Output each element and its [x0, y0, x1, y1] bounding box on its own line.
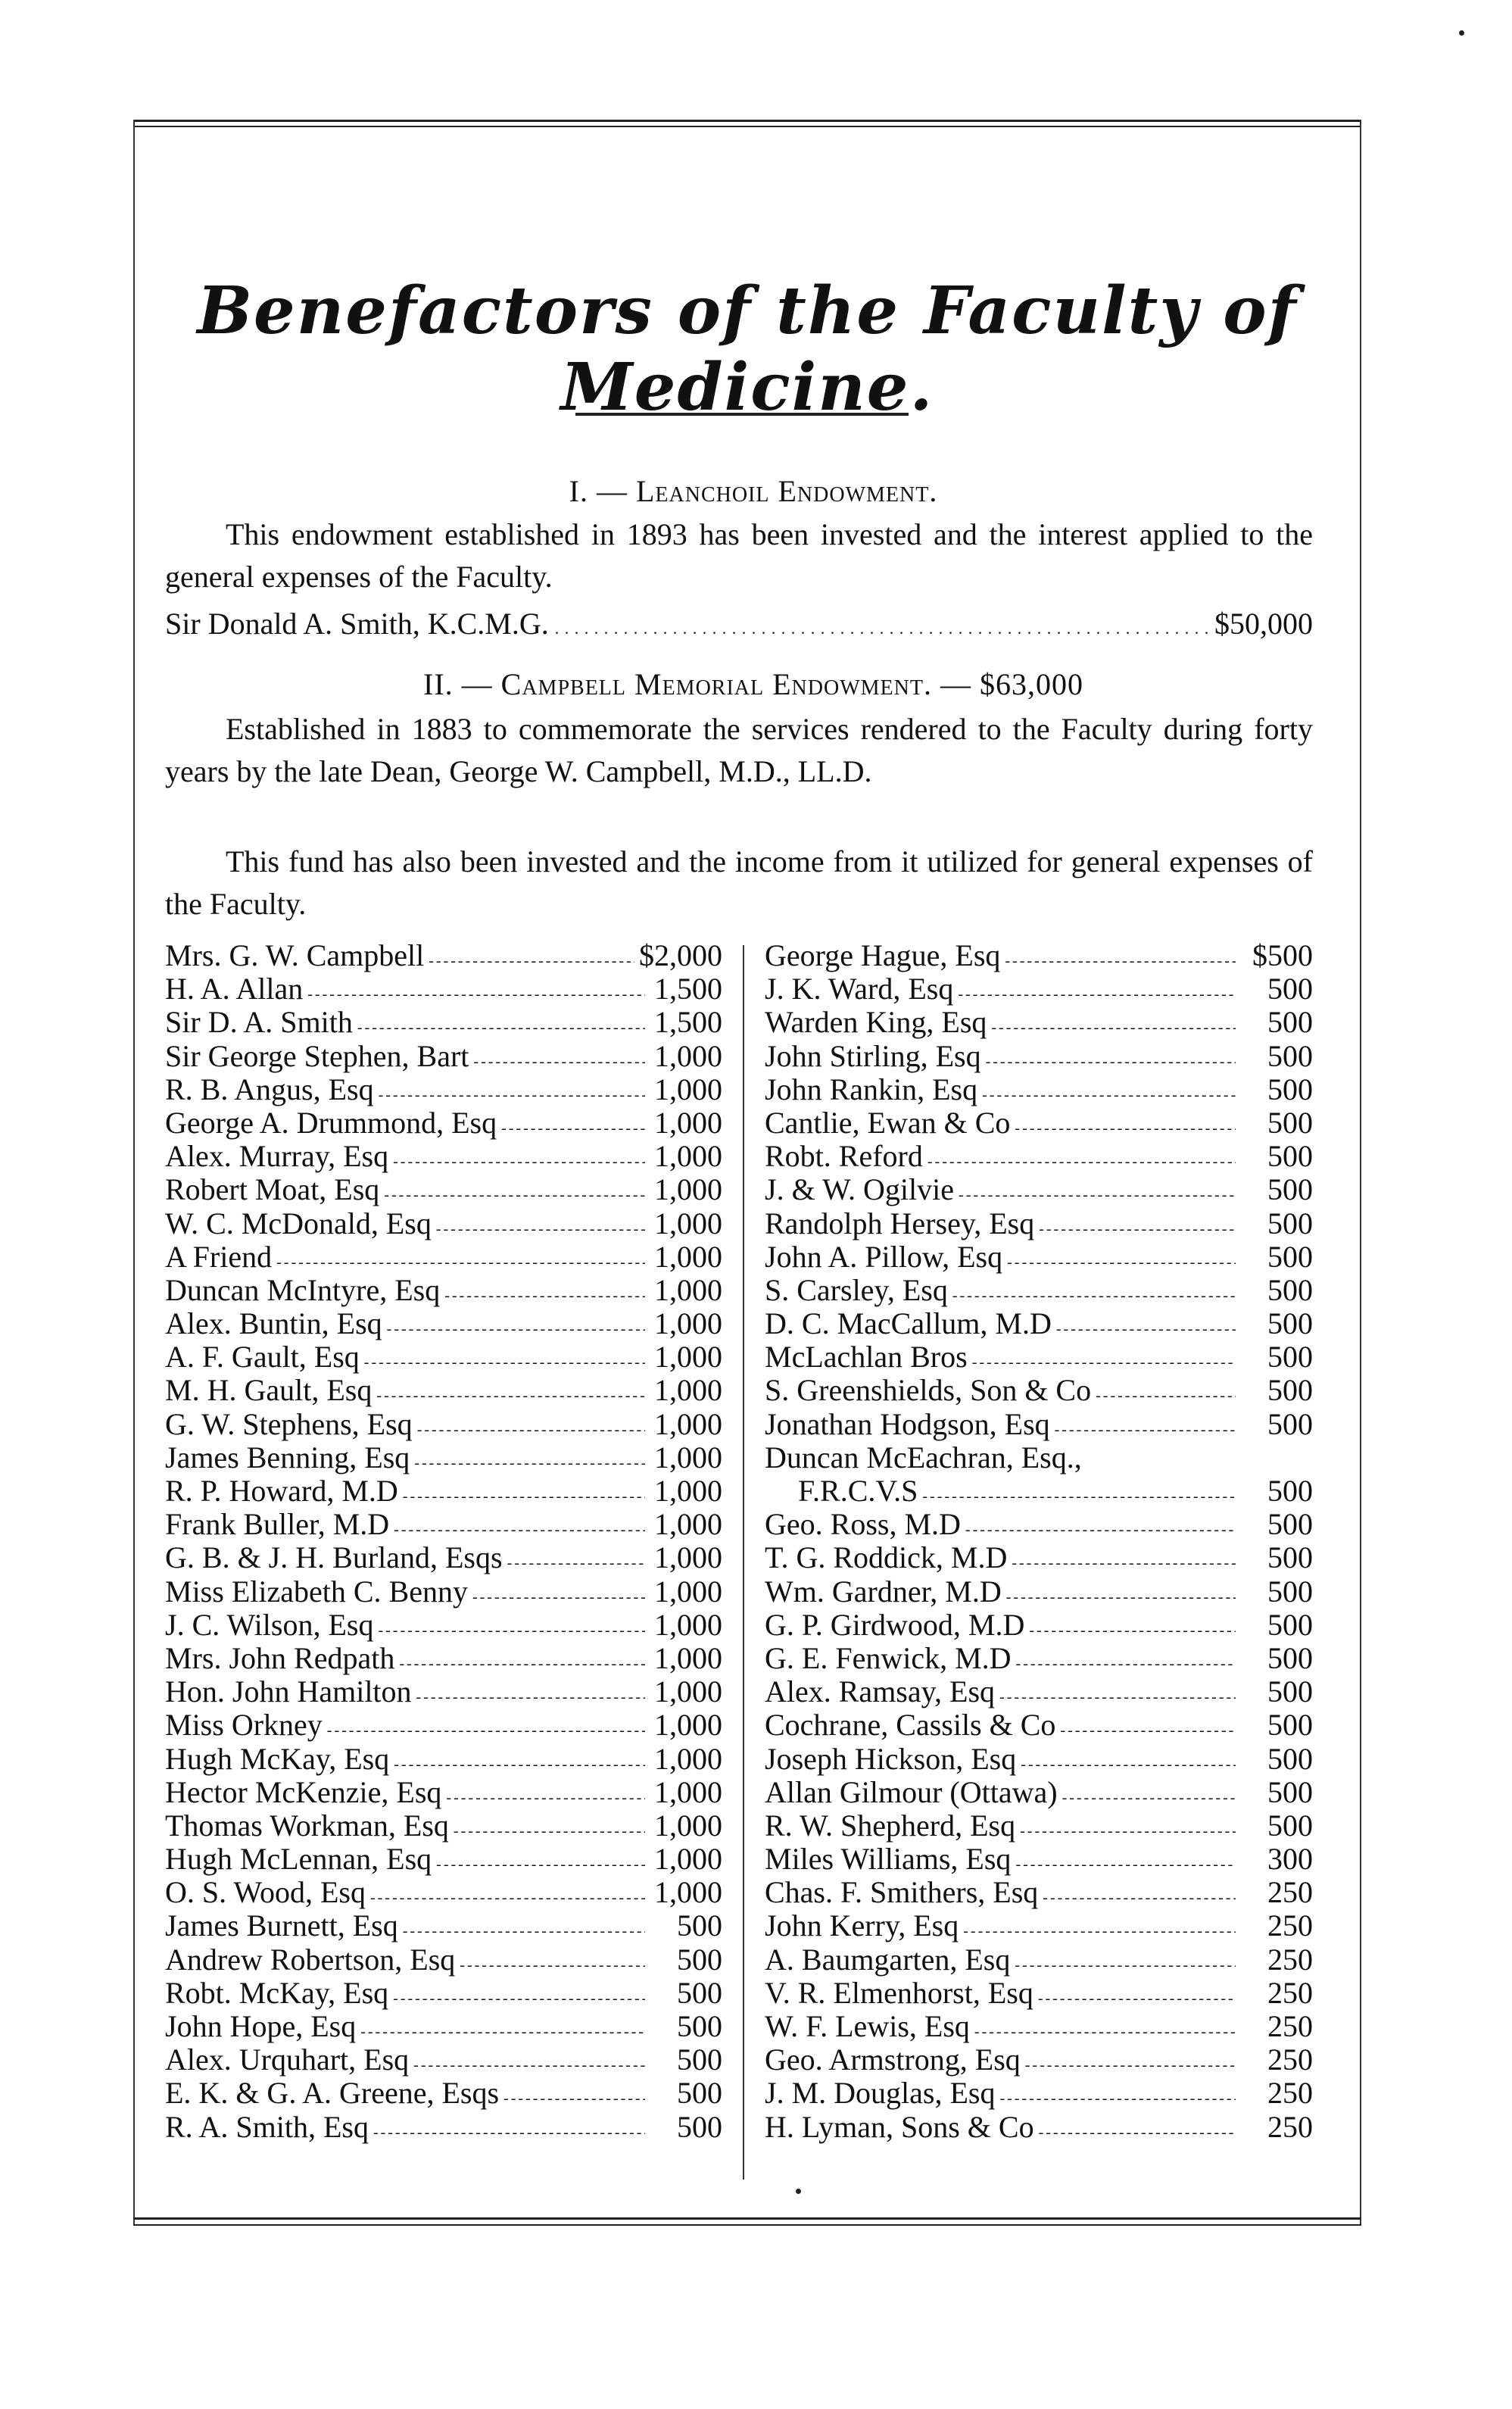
bottom-rule: [133, 2217, 1361, 2220]
donor-amount: 500: [677, 2042, 722, 2077]
donor-name: John Rankin, Esq: [765, 1072, 978, 1106]
donor-amount: 1,000: [654, 1474, 722, 1508]
donor-row: [165, 1140, 722, 1173]
donor-name: Cochrane, Cassils & Co: [765, 1708, 1056, 1743]
section1-heading: I. — Leanchoil Endowment.: [569, 474, 938, 508]
bottom-rule-inner: [133, 2224, 1361, 2226]
donor-name: George A. Drummond, Esq: [165, 1105, 497, 1140]
donor-row: [165, 1977, 722, 2010]
donor-amount: 1,000: [654, 1239, 722, 1274]
donor-name: Chas. F. Smithers, Esq: [765, 1875, 1039, 1910]
donor-name: J. K. Ward, Esq: [765, 972, 954, 1006]
donor-row: [165, 2010, 722, 2043]
donor-amount: 500: [1267, 1005, 1313, 1040]
donor-row: [165, 1173, 722, 1206]
donor-row: [165, 1541, 722, 1574]
donor-amount: 500: [1267, 1640, 1313, 1675]
donor-row: [765, 1708, 1313, 1742]
donor-amount: 500: [1267, 1373, 1313, 1408]
donor-row: [765, 1340, 1313, 1374]
bottom-dot: [796, 2189, 801, 2194]
donor-amount: 250: [1267, 2076, 1313, 2111]
donor-name: R. B. Angus, Esq: [165, 1072, 374, 1106]
donor-name: S. Carsley, Esq: [765, 1272, 948, 1307]
donor-name: Joseph Hickson, Esq: [765, 1741, 1017, 1776]
donor-amount: 500: [677, 2076, 722, 2111]
donor-name: G. P. Girdwood, M.D: [765, 1607, 1025, 1642]
donor-amount: 500: [1267, 972, 1313, 1006]
donor-amount: 250: [1267, 2109, 1313, 2144]
leader-dots: [555, 606, 1208, 641]
right-border: [1360, 120, 1361, 2225]
donor-name: McLachlan Bros: [765, 1340, 968, 1375]
donor-name: O. S. Wood, Esq: [165, 1875, 366, 1910]
donor-row: [165, 1909, 722, 1942]
donor-name: Mrs. G. W. Campbell: [165, 938, 425, 972]
donor-amount: 1,000: [654, 1842, 722, 1877]
donor-amount: 1,000: [654, 1774, 722, 1809]
donor-amount: 1,000: [654, 1340, 722, 1375]
donor-name: R. A. Smith, Esq: [165, 2109, 369, 2144]
donor-name: R. P. Howard, M.D: [165, 1474, 398, 1508]
donor-row: [165, 1441, 722, 1474]
section2-heading: II. — Campbell Memorial Endowment. — $63,000: [423, 667, 1083, 701]
section1-donor-line: [165, 606, 1313, 648]
donor-row: [165, 1943, 722, 1977]
donor-name: Randolph Hersey, Esq: [765, 1206, 1035, 1240]
donor-name: Miss Orkney: [165, 1708, 323, 1743]
donor-name: A. F. Gault, Esq: [165, 1340, 360, 1375]
donor-row: [165, 1307, 722, 1340]
donor-amount: 1,000: [654, 1507, 722, 1542]
donor-row: [765, 1843, 1313, 1876]
donor-name: W. F. Lewis, Esq: [765, 2009, 970, 2043]
section1-text: This endowment established in 1893 has been invested and the interest applied to the general expenses of the Faculty.: [165, 517, 1313, 594]
donor-row: [765, 2111, 1313, 2144]
top-rule: [133, 120, 1361, 122]
donor-name: G. E. Fenwick, M.D: [765, 1640, 1012, 1675]
donor-name: W. C. McDonald, Esq: [165, 1206, 432, 1240]
donor-row: [765, 1541, 1313, 1574]
donor-name: H. A. Allan: [165, 972, 304, 1006]
donor-amount: 1,000: [654, 1708, 722, 1743]
donor-name: John Stirling, Esq: [765, 1038, 981, 1073]
donor-name: Hugh McLennan, Esq: [165, 1842, 432, 1877]
donor-amount: 1,000: [654, 1272, 722, 1307]
donor-amount: 500: [1267, 1774, 1313, 1809]
donor-amount: 1,500: [654, 1005, 722, 1040]
page-title: Benefactors of the Faculty of Medicine.: [197, 273, 1298, 426]
donor-amount: 250: [1267, 1908, 1313, 1943]
donor-row: [165, 1106, 722, 1140]
donor-amount: 500: [1267, 1139, 1313, 1174]
donor-name: Alex. Ramsay, Esq: [765, 1674, 996, 1709]
donor-row: [765, 1240, 1313, 1274]
donor-name: Robt. Reford: [765, 1139, 923, 1174]
donor-row: [765, 1943, 1313, 1977]
donor-name: Robert Moat, Esq: [165, 1172, 380, 1207]
donor-row: [165, 1207, 722, 1240]
donor-name: Robt. McKay, Esq: [165, 1975, 389, 2010]
donor-row: [165, 1508, 722, 1541]
donor-name: Hon. John Hamilton: [165, 1674, 412, 1709]
donor-name: Hector McKenzie, Esq: [165, 1774, 442, 1809]
section1-donor: Sir Donald A. Smith, K.C.M.G.: [165, 607, 549, 641]
donor-row: [165, 1575, 722, 1609]
donor-amount: 500: [1267, 1406, 1313, 1441]
donor-row: [165, 1642, 722, 1675]
donor-row: [165, 1474, 722, 1508]
donor-name: James Benning, Esq: [165, 1440, 410, 1474]
donor-amount: 250: [1267, 1875, 1313, 1910]
donor-row: [765, 1609, 1313, 1642]
donor-name: Allan Gilmour (Ottawa): [765, 1774, 1058, 1809]
donor-row: [765, 1140, 1313, 1173]
donor-name: Frank Buller, M.D: [165, 1507, 390, 1542]
donor-amount: 1,000: [654, 1540, 722, 1575]
section1-amount: $50,000: [1214, 607, 1313, 641]
donor-amount: 500: [1267, 1038, 1313, 1073]
donor-name: D. C. MacCallum, M.D: [765, 1306, 1052, 1341]
donor-amount: 250: [1267, 1975, 1313, 2010]
donor-name: Hugh McKay, Esq: [165, 1741, 390, 1776]
donor-amount: 1,000: [654, 1172, 722, 1207]
donor-amount: 1,000: [654, 1808, 722, 1843]
donor-row: [165, 1340, 722, 1374]
donor-amount: $2,000: [639, 938, 722, 972]
donor-name: H. Lyman, Sons & Co: [765, 2109, 1034, 2144]
donor-amount: 1,000: [654, 1440, 722, 1474]
donor-name: Warden King, Esq: [765, 1005, 987, 1040]
donor-amount: 500: [677, 2109, 722, 2144]
donor-amount: 500: [1267, 1607, 1313, 1642]
donor-name: A. Baumgarten, Esq: [765, 1942, 1011, 1977]
donor-amount: 1,000: [654, 1072, 722, 1106]
donor-amount: 500: [677, 1908, 722, 1943]
donor-amount: $500: [1252, 938, 1313, 972]
left-border: [133, 120, 135, 2225]
donor-row: [165, 972, 722, 1006]
donor-name: J. & W. Ogilvie: [765, 1172, 955, 1207]
donor-name: Alex. Buntin, Esq: [165, 1306, 382, 1341]
donor-name: G. B. & J. H. Burland, Esqs: [165, 1540, 503, 1575]
donor-row: [765, 1374, 1313, 1407]
donor-amount: 1,000: [654, 1206, 722, 1240]
donor-row: [165, 1006, 722, 1039]
donor-name: V. R. Elmenhorst, Esq: [765, 1975, 1033, 2010]
donor-name: John Hope, Esq: [165, 2009, 357, 2043]
donor-amount: 500: [1267, 1474, 1313, 1508]
donor-name: T. G. Roddick, M.D: [765, 1540, 1008, 1575]
donor-name: Andrew Robertson, Esq: [165, 1942, 456, 1977]
donor-row: [765, 1106, 1313, 1140]
donor-amount: 1,000: [654, 1875, 722, 1910]
donor-name: John Kerry, Esq: [765, 1908, 959, 1943]
donor-row: [765, 1642, 1313, 1675]
donor-row: [765, 1307, 1313, 1340]
donor-name: Sir D. A. Smith: [165, 1005, 353, 1040]
donor-name: E. K. & G. A. Greene, Esqs: [165, 2076, 500, 2111]
donor-row: [765, 939, 1313, 972]
donor-amount: 1,000: [654, 1741, 722, 1776]
donor-amount: 1,000: [654, 1105, 722, 1140]
donor-row: [765, 1909, 1313, 1942]
donor-row: [165, 2111, 722, 2144]
donor-name: Geo. Armstrong, Esq: [765, 2042, 1021, 2077]
donor-row: [765, 1508, 1313, 1541]
donor-name: Duncan McEachran, Esq.,: [765, 1440, 1082, 1474]
donor-name: R. W. Shepherd, Esq: [765, 1808, 1016, 1843]
donor-amount: 250: [1267, 2009, 1313, 2043]
donor-row: [165, 1374, 722, 1407]
donor-row: [765, 2043, 1313, 2077]
donor-row: [765, 1006, 1313, 1039]
donor-name: John A. Pillow, Esq: [765, 1239, 1003, 1274]
donor-amount: 500: [1267, 1507, 1313, 1542]
donor-row: [165, 1743, 722, 1776]
donor-amount: 500: [677, 1942, 722, 1977]
section2-text1: Established in 1883 to commemorate the services rendered to the Faculty during forty years by the late Dean, George W. Campbell, M.D., LL.D.: [165, 712, 1313, 788]
donor-row: [165, 939, 722, 972]
donor-row: [765, 1474, 1313, 1508]
donor-amount: 1,000: [654, 1373, 722, 1408]
donor-row: [765, 2010, 1313, 2043]
donor-amount: 1,000: [654, 1306, 722, 1341]
donor-amount: 1,000: [654, 1640, 722, 1675]
donor-row: [165, 1609, 722, 1642]
donor-amount: 1,000: [654, 1139, 722, 1174]
donor-amount: 500: [1267, 1239, 1313, 1274]
donor-row: [765, 1575, 1313, 1609]
donor-row: [165, 1073, 722, 1106]
donor-amount: 500: [1267, 1105, 1313, 1140]
donor-name: George Hague, Esq: [765, 938, 1001, 972]
donor-name: J. C. Wilson, Esq: [165, 1607, 374, 1642]
donor-row: [765, 1408, 1313, 1441]
donor-row: [165, 1876, 722, 1909]
donor-row: [165, 1675, 722, 1708]
donor-row: [765, 1274, 1313, 1307]
donor-name: Geo. Ross, M.D: [765, 1507, 961, 1542]
donor-amount: 1,000: [654, 1607, 722, 1642]
donor-name: Alex. Murray, Esq: [165, 1139, 389, 1174]
donor-amount: 1,000: [654, 1574, 722, 1609]
donor-row: [765, 1977, 1313, 2010]
donor-amount: 500: [1267, 1340, 1313, 1375]
donor-amount: 250: [1267, 1942, 1313, 1977]
donor-row: [765, 1675, 1313, 1708]
donor-amount: 500: [1267, 1172, 1313, 1207]
donor-row: [165, 1809, 722, 1843]
donor-row: [765, 1073, 1313, 1106]
donor-row: [765, 1040, 1313, 1073]
donor-amount: 500: [1267, 1674, 1313, 1709]
donor-amount: 250: [1267, 2042, 1313, 2077]
donor-name: Mrs. John Redpath: [165, 1640, 395, 1675]
donor-amount: 500: [1267, 1072, 1313, 1106]
donor-amount: 500: [1267, 1540, 1313, 1575]
donor-name: Sir George Stephen, Bart: [165, 1038, 469, 1073]
column-divider: [743, 945, 744, 2180]
donor-row: [765, 972, 1313, 1006]
donor-row: [765, 1173, 1313, 1206]
donor-row: [165, 1240, 722, 1274]
donor-name: James Burnett, Esq: [165, 1908, 398, 1943]
donor-name: J. M. Douglas, Esq: [765, 2076, 996, 2111]
donor-name: G. W. Stephens, Esq: [165, 1406, 413, 1441]
donor-row: [165, 2043, 722, 2077]
donor-row: [765, 1743, 1313, 1776]
donor-name: S. Greenshields, Son & Co: [765, 1373, 1092, 1408]
donor-amount: 1,000: [654, 1038, 722, 1073]
donor-amount: 1,000: [654, 1406, 722, 1441]
donor-amount: 1,500: [654, 972, 722, 1006]
donor-name: Jonathan Hodgson, Esq: [765, 1406, 1050, 1441]
donor-amount: 500: [1267, 1574, 1313, 1609]
donor-amount: 500: [1267, 1306, 1313, 1341]
title-rule: [575, 413, 909, 416]
donor-row: [165, 1040, 722, 1073]
donor-row: [165, 1843, 722, 1876]
top-rule-inner: [133, 126, 1361, 127]
donor-name: A Friend: [165, 1239, 273, 1274]
leader-dots: [1039, 2111, 1236, 2149]
donor-name: Duncan McIntyre, Esq: [165, 1272, 441, 1307]
donor-row: [165, 2077, 722, 2110]
leader-dots: [373, 2111, 645, 2149]
donor-row: [765, 1809, 1313, 1843]
donor-amount: 500: [1267, 1741, 1313, 1776]
donor-amount: 1,000: [654, 1674, 722, 1709]
donor-name: M. H. Gault, Esq: [165, 1373, 373, 1408]
donor-amount: 500: [1267, 1708, 1313, 1743]
donor-amount: 500: [1267, 1808, 1313, 1843]
donor-row: [765, 1207, 1313, 1240]
donor-row: [165, 1708, 722, 1742]
donor-name: Miss Elizabeth C. Benny: [165, 1574, 468, 1609]
section2-text2: This fund has also been invested and the income from it utilized for general expenses of the Faculty.: [165, 844, 1313, 921]
donor-name: Alex. Urquhart, Esq: [165, 2042, 410, 2077]
donor-row: [165, 1408, 722, 1441]
donor-amount: 500: [677, 1975, 722, 2010]
donor-name: Thomas Workman, Esq: [165, 1808, 449, 1843]
donor-row: [765, 1776, 1313, 1809]
left-donor-column: [165, 939, 722, 2144]
donor-name: F.R.C.V.S: [798, 1474, 918, 1508]
donor-name: Cantlie, Ewan & Co: [765, 1105, 1011, 1140]
donor-amount: 500: [1267, 1206, 1313, 1240]
corner-dot: [1459, 30, 1464, 36]
donor-amount: 500: [1267, 1272, 1313, 1307]
donor-row: [765, 2077, 1313, 2110]
donor-amount: 300: [1267, 1842, 1313, 1877]
donor-name: Wm. Gardner, M.D: [765, 1574, 1002, 1609]
right-donor-column: [765, 939, 1313, 2144]
donor-amount: 500: [677, 2009, 722, 2043]
donor-name: Miles Williams, Esq: [765, 1842, 1012, 1877]
